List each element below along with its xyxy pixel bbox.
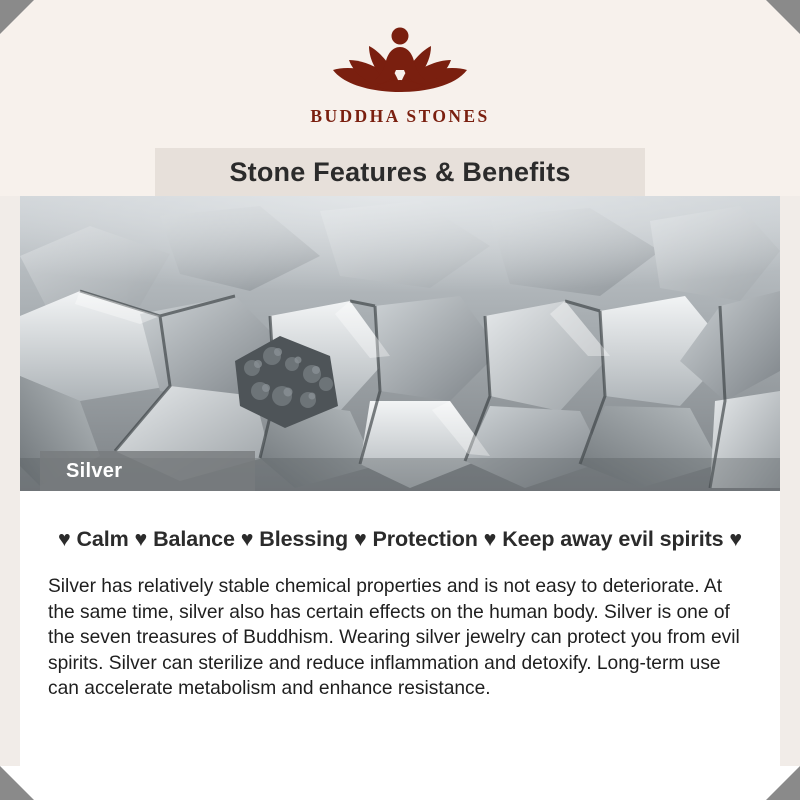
corner-decoration-bottom-right [766,766,800,800]
corner-decoration-top-right [766,0,800,34]
content-panel [20,491,780,766]
stone-name-label: Silver [66,459,123,482]
stone-description: Silver has relatively stable chemical properties and is not easy to deteriorate. At the same time, silver also has certain effects on the human body. Silver is one of the seven treasures of Buddhism. Wearing silver jewelry can protect you from evil spirits. Silver can sterilize and reduce inflammation and detoxify. Long-term use can accelerate metabolism and enhance resistance. [48,576,740,700]
left-margin-strip [0,196,20,766]
brand-name: BUDDHA STONES [310,106,490,126]
hero-image [20,196,780,491]
bottom-margin-strip [0,766,800,800]
benefit-keywords: ♥ Calm ♥ Balance ♥ Blessing ♥ Protection ♥ Keep away evil spirits ♥ [57,527,743,551]
page-title: Stone Features & Benefits [229,156,571,187]
brand-header [0,0,800,148]
lotus-meditation-figure-icon [315,18,485,104]
corner-decoration-top-left [0,0,34,34]
page-title-band [155,148,645,196]
corner-decoration-bottom-left [0,766,34,800]
stone-name-tag [40,451,255,491]
right-margin-strip [780,196,800,766]
